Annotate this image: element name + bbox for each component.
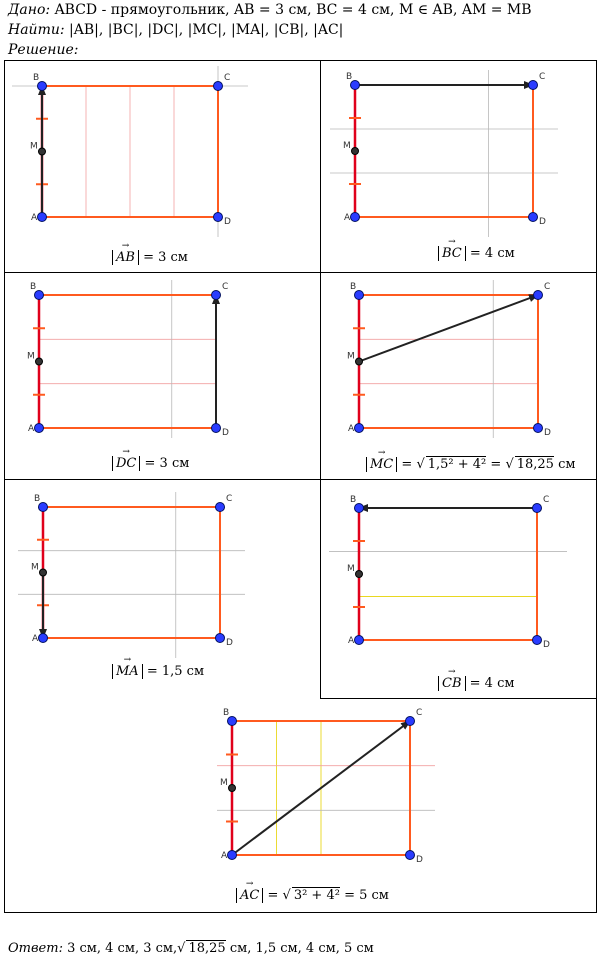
- label-point-a: A: [344, 213, 351, 223]
- label-point-c: C: [543, 495, 550, 505]
- vec-ma: → MA: [116, 664, 139, 679]
- caption-ac: → AC = √ 3² + 4² = 5 см: [236, 887, 389, 903]
- label-point-c: C: [416, 708, 423, 718]
- point-m: [39, 148, 46, 155]
- radicand-2: 18,25: [516, 457, 554, 472]
- label-point-m: M: [347, 351, 355, 362]
- point-c: [533, 504, 542, 513]
- label-point-a: A: [28, 424, 35, 434]
- point-m: [356, 358, 363, 365]
- eq-sign-2: =: [490, 457, 502, 472]
- caption-ab-value: = 3 см: [143, 250, 188, 265]
- caption-ab: [112, 250, 188, 265]
- label-point-m: M: [343, 141, 351, 151]
- vec-cb: → CB: [442, 676, 462, 691]
- eq-sign: =: [401, 457, 413, 472]
- answer-part2: см, 1,5 см, 4 см, 5 см: [229, 941, 374, 956]
- point-m: [229, 785, 236, 792]
- point-c: [534, 291, 543, 300]
- caption-bc: [438, 246, 515, 261]
- caption-ma: [112, 664, 204, 679]
- vec-ab: → AB: [116, 250, 135, 265]
- label-point-b: B: [346, 72, 353, 82]
- label-point-m: M: [27, 351, 35, 362]
- label-point-c: C: [226, 494, 233, 504]
- outer-frame: [5, 61, 597, 913]
- point-d: [534, 424, 543, 433]
- vec-mc: → MC: [370, 457, 393, 472]
- radicand-1: 1,5² + 4²: [427, 457, 487, 472]
- point-d: [529, 213, 538, 222]
- point-c: [212, 291, 221, 300]
- label-point-a: A: [31, 213, 38, 223]
- point-d: [406, 851, 415, 860]
- label-point-b: B: [223, 708, 230, 718]
- caption-dc: [112, 456, 189, 471]
- point-c: [216, 503, 225, 512]
- label-point-a: A: [348, 424, 355, 434]
- label-point-a: A: [32, 634, 39, 644]
- label-point-a: A: [221, 851, 228, 861]
- point-d: [216, 634, 225, 643]
- label-point-c: C: [222, 282, 229, 292]
- point-d: [212, 424, 221, 433]
- point-a: [39, 634, 48, 643]
- label-point-m: M: [220, 778, 228, 788]
- caption-ma-value: = 1,5 см: [146, 664, 205, 679]
- point-a: [35, 424, 44, 433]
- label-point-b: B: [30, 282, 37, 292]
- radicand-ac: 3² + 4²: [293, 888, 340, 903]
- rectangle-ma: [43, 507, 220, 638]
- label-point-d: D: [224, 217, 231, 227]
- caption-cb-value: = 4 см: [469, 676, 515, 691]
- answer-radicand: 18,25: [188, 941, 226, 956]
- label-point-c: C: [539, 72, 546, 82]
- find-label: Найти:: [8, 22, 65, 38]
- find-text: |AB|, |BC|, |DC|, |MC|, |MA|, |CB|, |AC|: [69, 22, 344, 38]
- given-text: ABCD - прямоугольник, AB = 3 см, BC = 4 см, M ∈ AB, AM = MB: [54, 2, 532, 18]
- label-point-c: C: [544, 282, 551, 292]
- label-point-m: M: [31, 562, 39, 573]
- vector-mc: [359, 295, 538, 362]
- caption-bc-value: = 4 см: [469, 246, 515, 261]
- caption-cb: [438, 676, 514, 691]
- label-point-b: B: [350, 282, 357, 292]
- vec-dc: → DC: [116, 456, 136, 471]
- label-point-d: D: [222, 428, 229, 438]
- label-point-a: A: [348, 636, 355, 646]
- point-d: [214, 213, 223, 222]
- label-point-c: C: [224, 73, 231, 83]
- label-point-b: B: [33, 73, 40, 83]
- solution-label: Решение:: [8, 42, 79, 58]
- caption-ac-value: = 5 см: [344, 888, 389, 903]
- point-c: [529, 81, 538, 90]
- point-m: [40, 569, 47, 576]
- point-a: [228, 851, 237, 860]
- rectangle-mc: [359, 295, 538, 428]
- rectangle-dc: [39, 295, 216, 428]
- vec-ac: → AC: [240, 888, 259, 903]
- vec-bc: → BC: [442, 246, 462, 261]
- point-a: [38, 213, 47, 222]
- eq-sign: =: [267, 888, 279, 903]
- point-a: [355, 636, 364, 645]
- label-point-b: B: [350, 495, 357, 505]
- caption-mc: → MC = √ 1,5² + 4² = √ 18,25 см: [366, 456, 576, 472]
- point-a: [355, 424, 364, 433]
- label-point-d: D: [416, 855, 423, 865]
- point-d: [533, 636, 542, 645]
- point-m: [356, 571, 363, 578]
- label-point-m: M: [347, 564, 355, 574]
- caption-dc-value: = 3 см: [144, 456, 190, 471]
- point-a: [351, 213, 360, 222]
- rectangle-cb: [359, 508, 537, 640]
- answer-line: Ответ: 3 см, 4 см, 3 см,√ 18,25 см, 1,5 см, 4 см, 5 см: [8, 941, 374, 956]
- given-label: Дано:: [8, 2, 51, 18]
- label-point-m: M: [30, 141, 38, 152]
- label-point-d: D: [539, 217, 546, 227]
- rectangle-bc: [355, 85, 533, 217]
- answer-part1: 3 см, 4 см, 3 см,: [67, 941, 178, 956]
- point-c: [214, 82, 223, 91]
- label-point-b: B: [34, 494, 41, 504]
- label-point-d: D: [543, 640, 550, 650]
- point-m: [36, 358, 43, 365]
- answer-label: Ответ:: [8, 941, 63, 956]
- point-c: [406, 717, 415, 726]
- label-point-d: D: [226, 638, 233, 648]
- point-m: [352, 148, 359, 155]
- label-point-d: D: [544, 428, 551, 438]
- unit: см: [558, 457, 576, 472]
